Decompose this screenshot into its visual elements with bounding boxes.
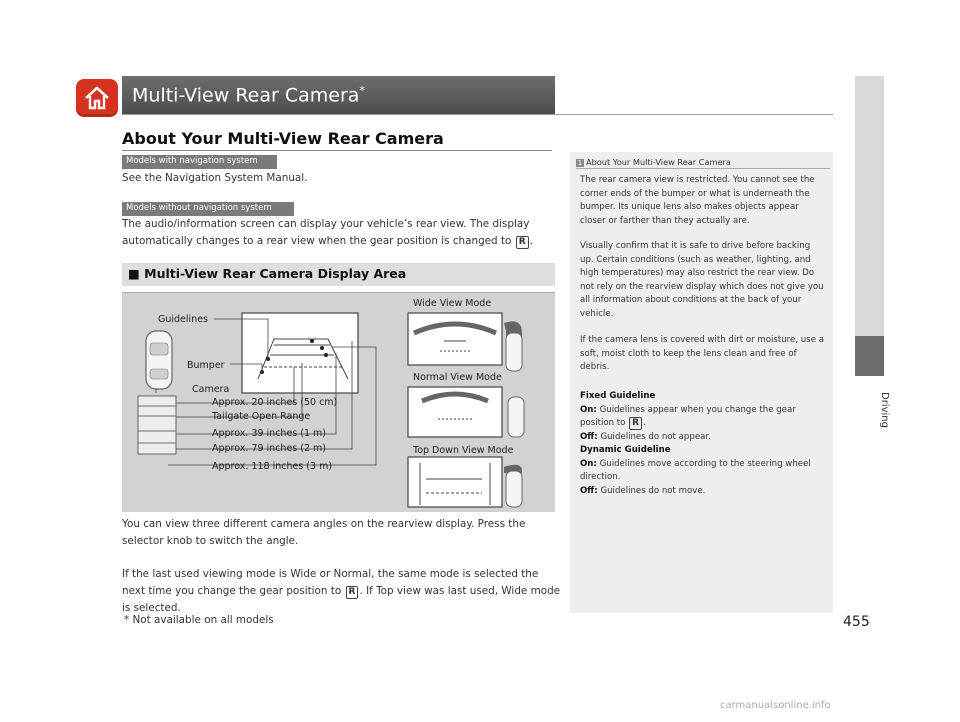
section-divider <box>122 150 552 151</box>
notes-divider <box>576 168 830 169</box>
label-camera: Camera <box>192 384 230 395</box>
section-title: About Your Multi-View Rear Camera <box>122 129 444 148</box>
chapter-sidebar <box>855 76 884 336</box>
gear-r-icon: R <box>346 586 359 599</box>
gear-r-icon: R <box>629 417 642 430</box>
note-restricted-view: The rear camera view is restricted. You cannot see the corner ends of the bumper or what is underneath the bumper. Its unique lens also makes objects appear closer or farther than they actually are. <box>580 175 815 226</box>
display-area-heading: ■ Multi-View Rear Camera Display Area <box>122 263 555 286</box>
angles-paragraph: You can view three different camera angles on the rearview display. Press the selector knob to switch the angle. <box>122 518 526 547</box>
note-marker-icon: 1 <box>577 159 583 167</box>
home-icon <box>83 85 111 111</box>
wide-view-mode-screen <box>408 313 522 371</box>
car-top-view-icon <box>146 331 172 389</box>
notes-heading: 1 About Your Multi-View Rear Camera <box>577 157 731 167</box>
camera-display-diagram <box>122 292 555 512</box>
label-tailgate: Tailgate Open Range <box>212 411 311 422</box>
label-top-down-view: Top Down View Mode <box>413 445 514 456</box>
note-confirm-safety: Visually confirm that it is safe to drive before backing up. Certain conditions (such as weather, lighting, and high temperatures) may also restrict the rear view. Do not rely on the rearview display which does not give you all information about conditions at the back of your vehicle. <box>580 241 824 319</box>
label-approx-79: Approx. 79 inches (2 m) <box>212 443 326 454</box>
no-nav-text: The audio/information screen can display your vehicle’s rear view. The display automatically changes to a rear view when the gear position is changed to R . <box>122 218 533 247</box>
page-number: 455 <box>843 614 870 630</box>
label-approx-20: Approx. 20 inches (50 cm) <box>212 397 338 408</box>
normal-view-mode-screen <box>408 387 524 437</box>
label-approx-118: Approx. 118 inches (3 m) <box>212 461 333 472</box>
watermark: carmanualsonline.info <box>720 700 831 711</box>
title-divider <box>122 114 833 115</box>
last-mode-paragraph: If the last used viewing mode is Wide or Normal, the same mode is selected the next time you change the gear position to R . If Top view was last used, Wide mode is selected. <box>122 568 561 614</box>
label-approx-39: Approx. 39 inches (1 m) <box>212 428 326 439</box>
tag-without-navigation: Models without navigation system <box>122 202 294 216</box>
label-guidelines: Guidelines <box>158 314 208 325</box>
gear-r-icon: R <box>516 236 529 249</box>
guideline-screen <box>242 313 358 393</box>
distance-bands <box>138 396 176 454</box>
nav-text: See the Navigation System Manual. <box>122 172 308 184</box>
label-normal-view: Normal View Mode <box>413 372 502 383</box>
chapter-tab-selected[interactable] <box>855 336 884 376</box>
note-clean-lens: If the camera lens is covered with dirt or moisture, use a soft, moist cloth to keep the lens clean and free of debris. <box>580 335 824 372</box>
home-button[interactable] <box>76 79 118 117</box>
chapter-label: Driving <box>879 392 890 428</box>
footnote: * Not available on all models <box>124 614 274 626</box>
tag-with-navigation: Models with navigation system <box>122 155 277 169</box>
label-bumper: Bumper <box>187 360 225 371</box>
top-down-view-mode-screen <box>408 457 522 507</box>
label-wide-view: Wide View Mode <box>413 298 492 309</box>
note-guideline-settings: Fixed Guideline On: Guidelines appear when you change the gear position to R . Off: Guidelines do not appear. Dynamic Guideline On: Guidelines move according to the steering wheel direction. Off: Guidelines do not move. <box>580 391 811 496</box>
page-title: Multi-View Rear Camera* <box>122 76 555 114</box>
